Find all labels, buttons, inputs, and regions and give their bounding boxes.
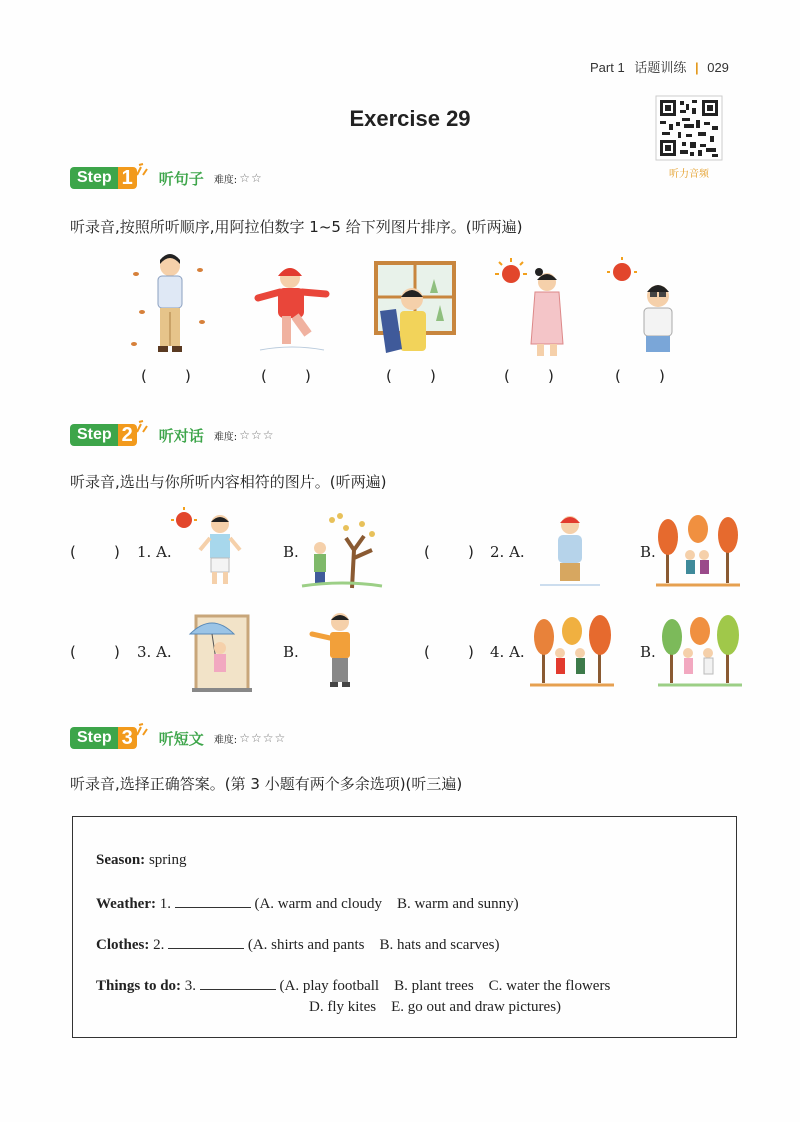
todo-options: (A. play football B. plant trees C. water the flowers — [275, 978, 611, 994]
clothes-label: Clothes: — [96, 937, 150, 953]
step2-instruction: 听录音,选出与你所听内容相符的图片。(听两遍) — [70, 473, 387, 491]
todo-number: 3. — [181, 978, 200, 994]
step2-q4-blank[interactable]: ( ) — [424, 643, 474, 661]
step2-q4-number: 4. A. — [490, 643, 525, 661]
header-divider: | — [694, 60, 699, 75]
step1-answer-blank-1[interactable]: ( ) — [141, 367, 191, 385]
step2-difficulty-label: 难度: — [213, 431, 238, 443]
weather-number: 1. — [155, 896, 175, 912]
step1-answer-blank-4[interactable]: ( ) — [504, 367, 554, 385]
header-part: Part 1 — [590, 60, 625, 75]
qr-caption: 听力音频 — [669, 169, 709, 180]
step3-instruction: 听录音,选择正确答案。(第 3 小题有两个多余选项)(听三遍) — [70, 775, 463, 793]
step2-q3-number: 3. A. — [137, 643, 172, 661]
q4-option-b-green-forest-kids-image — [658, 613, 742, 689]
step1-instruction: 听录音,按照所听顺序,用阿拉伯数字 1~5 给下列图片排序。(听两遍) — [70, 218, 523, 236]
sparkle-icon — [135, 723, 149, 737]
step3-stars: ☆☆☆☆ — [239, 731, 287, 745]
q1-option-b-spring-tree-image — [302, 510, 382, 590]
step3-title: 听短文 — [158, 729, 204, 748]
q1-option-a-sunny-boy-image — [172, 510, 248, 590]
clothes-options: (A. shirts and pants B. hats and scarves) — [244, 937, 500, 953]
q2-option-b-autumn-kids-image — [656, 513, 740, 589]
step2-q1-option-b-label: B. — [283, 543, 299, 561]
step2-header — [70, 423, 274, 447]
step1-answer-blank-3[interactable]: ( ) — [386, 367, 436, 385]
girl-winter-image — [252, 258, 332, 360]
q2-option-a-winter-child-image — [540, 513, 600, 589]
step1-number: 1 — [118, 167, 137, 189]
q3-option-b-boy-pointing-image — [306, 610, 366, 690]
step1-title: 听句子 — [158, 169, 204, 188]
step2-q1-blank[interactable]: ( ) — [70, 543, 120, 561]
step2-q2-blank[interactable]: ( ) — [424, 543, 474, 561]
step2-badge: Step — [70, 424, 118, 446]
step2-title: 听对话 — [158, 426, 204, 445]
step3-header — [70, 726, 286, 750]
step1-header — [70, 166, 263, 190]
step1-stars: ☆☆ — [239, 171, 263, 185]
boy-window-image — [374, 259, 458, 363]
step3-answer-box — [72, 816, 737, 1038]
qr-code-icon[interactable] — [656, 96, 722, 160]
page-header — [590, 57, 729, 76]
step1-badge: Step — [70, 167, 118, 189]
q4-option-a-autumn-forest-kids-image — [530, 613, 614, 689]
girl-sunny-image — [497, 262, 579, 362]
step3-badge: Step — [70, 727, 118, 749]
todo-options-continued: D. fly kites E. go out and draw pictures) — [309, 999, 562, 1015]
clothes-answer-blank[interactable] — [168, 934, 244, 949]
weather-options: (A. warm and cloudy B. warm and sunny) — [250, 896, 519, 912]
todo-label: Things to do: — [96, 978, 182, 994]
step2-q2-option-b-label: B. — [640, 543, 656, 561]
boy-autumn-leaves-image — [130, 252, 210, 360]
clothes-number: 2. — [149, 937, 169, 953]
step2-stars: ☆☆☆ — [239, 428, 275, 442]
sparkle-icon — [135, 163, 149, 177]
sparkle-icon — [135, 420, 149, 434]
weather-answer-blank[interactable] — [175, 893, 251, 908]
step2-q2-number: 2. A. — [490, 543, 525, 561]
boy-sun-glasses-image — [610, 262, 690, 362]
step1-answer-blank-5[interactable]: ( ) — [615, 367, 665, 385]
page-number: 029 — [707, 60, 729, 75]
weather-label: Weather: — [96, 896, 156, 912]
q3-option-a-umbrella-girl-image — [186, 610, 254, 694]
step1-answer-blank-2[interactable]: ( ) — [261, 367, 311, 385]
season-value: spring — [145, 852, 187, 868]
step2-q1-number: 1. A. — [137, 543, 172, 561]
step3-difficulty-label: 难度: — [213, 734, 238, 746]
step2-q3-option-b-label: B. — [283, 643, 299, 661]
exercise-title: Exercise 29 — [349, 106, 471, 131]
step1-difficulty-label: 难度: — [213, 174, 238, 186]
step2-number: 2 — [118, 424, 137, 446]
step2-q3-blank[interactable]: ( ) — [70, 643, 120, 661]
header-section: 话题训练 — [634, 60, 687, 75]
step2-q4-option-b-label: B. — [640, 643, 656, 661]
todo-answer-blank[interactable] — [200, 975, 276, 990]
season-label: Season: — [96, 852, 146, 868]
step3-number: 3 — [118, 727, 137, 749]
